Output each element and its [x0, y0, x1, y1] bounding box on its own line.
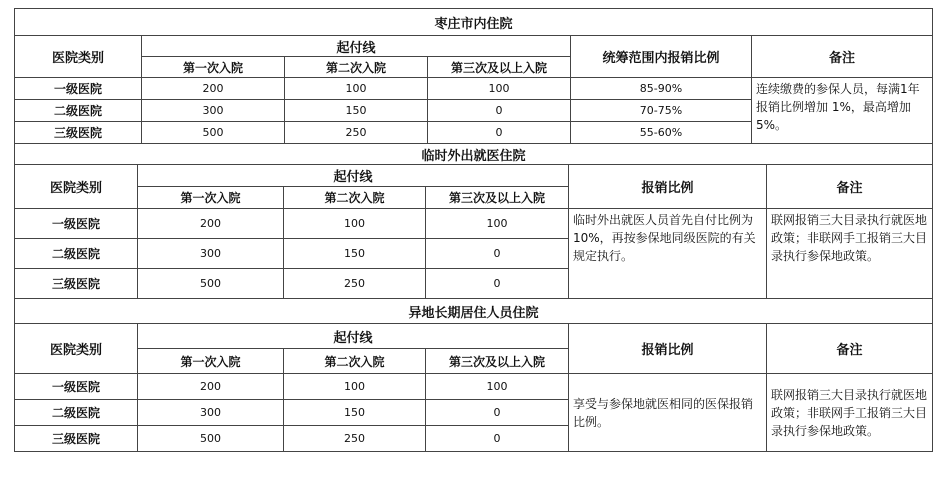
hospital-level: 三级医院 — [15, 426, 138, 452]
threshold-second: 250 — [284, 426, 426, 452]
col-hospital-type: 医院类别 — [15, 165, 138, 209]
threshold-third: 0 — [426, 400, 569, 426]
threshold-third: 0 — [426, 239, 569, 269]
col-hospital-type: 医院类别 — [15, 36, 142, 78]
hospital-level: 一级医院 — [15, 209, 138, 239]
threshold-first: 300 — [142, 100, 285, 122]
hospital-level: 一级医院 — [15, 78, 142, 100]
col-note: 备注 — [752, 36, 933, 78]
col-third-admission: 第三次及以上入院 — [428, 57, 571, 78]
ratio-text: 临时外出就医人员首先自付比例为 10%，再按参保地同级医院的有关规定执行。 — [569, 209, 767, 299]
threshold-first: 500 — [142, 122, 285, 144]
threshold-third: 0 — [428, 100, 571, 122]
threshold-third: 0 — [426, 269, 569, 299]
hospital-level: 三级医院 — [15, 269, 138, 299]
col-threshold: 起付线 — [138, 324, 569, 349]
col-ratio: 报销比例 — [569, 165, 767, 209]
table-row — [15, 374, 933, 400]
col-first-admission: 第一次入院 — [138, 187, 284, 209]
threshold-second: 150 — [285, 100, 428, 122]
hospital-level: 一级医院 — [15, 374, 138, 400]
section-temporary-outside — [14, 143, 933, 299]
threshold-second: 250 — [284, 269, 426, 299]
col-ratio: 统筹范围内报销比例 — [571, 36, 752, 78]
note-text: 联网报销三大目录执行就医地政策；非联网手工报销三大目录执行参保地政策。 — [767, 374, 933, 452]
col-note: 备注 — [767, 165, 933, 209]
ratio-value: 85-90% — [571, 78, 752, 100]
section-title: 枣庄市内住院 — [15, 9, 933, 36]
ratio-text: 享受与参保地就医相同的医保报销比例。 — [569, 374, 767, 452]
threshold-first: 500 — [138, 269, 284, 299]
hospital-level: 二级医院 — [15, 400, 138, 426]
ratio-value: 55-60% — [571, 122, 752, 144]
col-threshold: 起付线 — [138, 165, 569, 187]
threshold-second: 100 — [285, 78, 428, 100]
reimbursement-tables — [14, 8, 932, 452]
threshold-first: 200 — [138, 209, 284, 239]
col-third-admission: 第三次及以上入院 — [426, 187, 569, 209]
hospital-level: 二级医院 — [15, 239, 138, 269]
threshold-third: 0 — [426, 426, 569, 452]
col-first-admission: 第一次入院 — [138, 349, 284, 374]
ratio-value: 70-75% — [571, 100, 752, 122]
threshold-third: 100 — [426, 374, 569, 400]
note-text: 联网报销三大目录执行就医地政策；非联网手工报销三大目录执行参保地政策。 — [767, 209, 933, 299]
threshold-first: 300 — [138, 400, 284, 426]
threshold-first: 300 — [138, 239, 284, 269]
threshold-first: 200 — [138, 374, 284, 400]
col-hospital-type: 医院类别 — [15, 324, 138, 374]
table-row — [15, 78, 933, 100]
threshold-first: 500 — [138, 426, 284, 452]
col-third-admission: 第三次及以上入院 — [426, 349, 569, 374]
col-second-admission: 第二次入院 — [284, 187, 426, 209]
threshold-second: 250 — [285, 122, 428, 144]
threshold-first: 200 — [142, 78, 285, 100]
threshold-second: 150 — [284, 239, 426, 269]
col-second-admission: 第二次入院 — [285, 57, 428, 78]
note-text: 连续缴费的参保人员，每满1年报销比例增加 1%，最高增加 5%。 — [752, 78, 933, 144]
threshold-third: 0 — [428, 122, 571, 144]
table-row — [15, 209, 933, 239]
threshold-third: 100 — [426, 209, 569, 239]
threshold-second: 100 — [284, 374, 426, 400]
threshold-second: 150 — [284, 400, 426, 426]
col-first-admission: 第一次入院 — [142, 57, 285, 78]
threshold-third: 100 — [428, 78, 571, 100]
col-threshold: 起付线 — [142, 36, 571, 57]
col-note: 备注 — [767, 324, 933, 374]
section-title: 临时外出就医住院 — [15, 144, 933, 165]
hospital-level: 二级医院 — [15, 100, 142, 122]
threshold-second: 100 — [284, 209, 426, 239]
section-long-term-remote — [14, 298, 933, 452]
hospital-level: 三级医院 — [15, 122, 142, 144]
col-second-admission: 第二次入院 — [284, 349, 426, 374]
section-title: 异地长期居住人员住院 — [15, 299, 933, 324]
section-local-hospitalization — [14, 8, 933, 144]
col-ratio: 报销比例 — [569, 324, 767, 374]
